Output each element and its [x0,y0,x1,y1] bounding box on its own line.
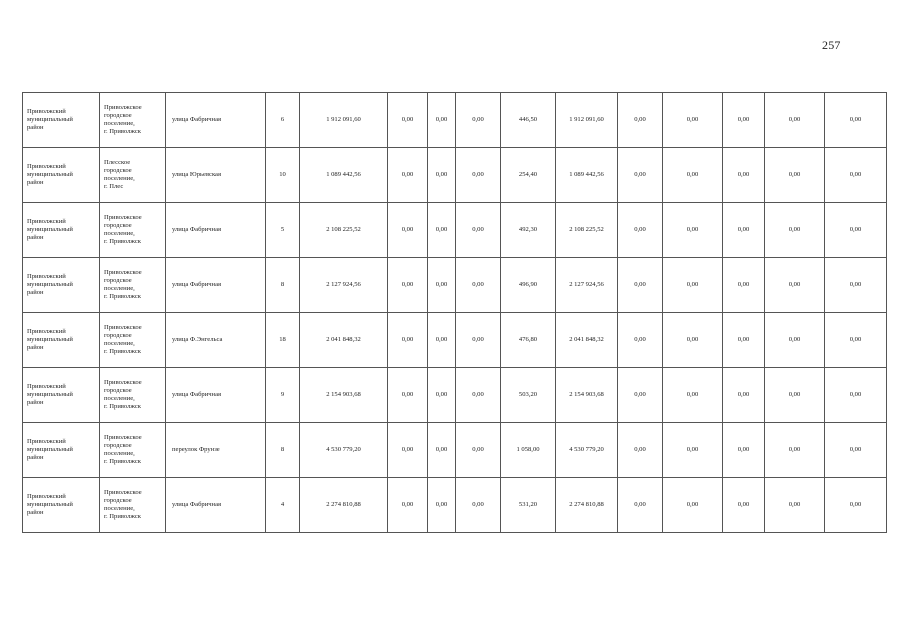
total-cost-cell: 2 274 810,88 [300,478,388,533]
street-cell: переулок Фрунзе [166,423,266,478]
value-cell: 0,00 [456,478,501,533]
district-cell: Приволжский муниципальный район [23,148,100,203]
house-number-cell: 5 [266,203,300,258]
value-cell: 0,00 [723,423,765,478]
cost-cell: 2 154 903,68 [556,368,618,423]
cost-cell: 2 041 848,32 [556,313,618,368]
value-cell: 0,00 [456,203,501,258]
value-cell: 0,00 [428,258,456,313]
total-cost-cell: 2 041 848,32 [300,313,388,368]
value-cell: 0,00 [663,478,723,533]
area-cell: 503,20 [501,368,556,423]
district-cell: Приволжский муниципальный район [23,258,100,313]
value-cell: 0,00 [663,313,723,368]
house-number-cell: 9 [266,368,300,423]
value-cell: 0,00 [388,93,428,148]
cost-cell: 1 912 091,60 [556,93,618,148]
settlement-cell: Приволжское городское поселение, г. Приволжск [100,258,166,313]
house-number-cell: 4 [266,478,300,533]
value-cell: 0,00 [765,313,825,368]
table-row [23,368,887,423]
value-cell: 0,00 [456,313,501,368]
total-cost-cell: 2 108 225,52 [300,203,388,258]
total-cost-cell: 2 154 903,68 [300,368,388,423]
value-cell: 0,00 [618,368,663,423]
value-cell: 0,00 [765,258,825,313]
table-row [23,258,887,313]
page-number: 257 [822,38,841,52]
district-cell: Приволжский муниципальный район [23,313,100,368]
table-row [23,478,887,533]
value-cell: 0,00 [618,148,663,203]
total-cost-cell: 2 127 924,56 [300,258,388,313]
value-cell: 0,00 [388,258,428,313]
value-cell: 0,00 [618,478,663,533]
cost-cell: 4 530 779,20 [556,423,618,478]
value-cell: 0,00 [723,313,765,368]
street-cell: улица Фабричная [166,258,266,313]
value-cell: 0,00 [825,423,887,478]
value-cell: 0,00 [618,203,663,258]
settlement-cell: Приволжское городское поселение, г. Приволжск [100,423,166,478]
value-cell: 0,00 [618,258,663,313]
value-cell: 0,00 [388,368,428,423]
value-cell: 0,00 [825,313,887,368]
value-cell: 0,00 [428,368,456,423]
area-cell: 446,50 [501,93,556,148]
district-cell: Приволжский муниципальный район [23,203,100,258]
table-row [23,203,887,258]
district-cell: Приволжский муниципальный район [23,478,100,533]
district-cell: Приволжский муниципальный район [23,93,100,148]
house-number-cell: 8 [266,258,300,313]
table-row [23,423,887,478]
value-cell: 0,00 [618,93,663,148]
area-cell: 492,30 [501,203,556,258]
value-cell: 0,00 [388,148,428,203]
value-cell: 0,00 [456,423,501,478]
value-cell: 0,00 [428,478,456,533]
settlement-cell: Приволжское городское поселение, г. Приволжск [100,368,166,423]
total-cost-cell: 4 530 779,20 [300,423,388,478]
area-cell: 531,20 [501,478,556,533]
value-cell: 0,00 [765,423,825,478]
street-cell: улица Фабричная [166,93,266,148]
table-row [23,313,887,368]
settlement-cell: Приволжское городское поселение, г. Приволжск [100,203,166,258]
value-cell: 0,00 [663,423,723,478]
value-cell: 0,00 [388,478,428,533]
street-cell: улица Фабричная [166,478,266,533]
value-cell: 0,00 [428,148,456,203]
street-cell: улица Юрьевская [166,148,266,203]
district-cell: Приволжский муниципальный район [23,423,100,478]
total-cost-cell: 1 089 442,56 [300,148,388,203]
value-cell: 0,00 [723,368,765,423]
table-row [23,93,887,148]
area-cell: 476,80 [501,313,556,368]
house-number-cell: 8 [266,423,300,478]
value-cell: 0,00 [388,203,428,258]
value-cell: 0,00 [456,93,501,148]
value-cell: 0,00 [428,93,456,148]
value-cell: 0,00 [765,148,825,203]
cost-cell: 2 274 810,88 [556,478,618,533]
value-cell: 0,00 [723,258,765,313]
value-cell: 0,00 [723,203,765,258]
value-cell: 0,00 [428,313,456,368]
area-cell: 254,40 [501,148,556,203]
value-cell: 0,00 [428,203,456,258]
cost-cell: 1 089 442,56 [556,148,618,203]
cost-cell: 2 127 924,56 [556,258,618,313]
value-cell: 0,00 [388,313,428,368]
value-cell: 0,00 [428,423,456,478]
street-cell: улица Фабричная [166,203,266,258]
street-cell: улица Фабричная [166,368,266,423]
house-number-cell: 10 [266,148,300,203]
value-cell: 0,00 [663,148,723,203]
value-cell: 0,00 [663,258,723,313]
street-cell: улица Ф.Энгельса [166,313,266,368]
value-cell: 0,00 [723,93,765,148]
area-cell: 496,90 [501,258,556,313]
value-cell: 0,00 [663,203,723,258]
value-cell: 0,00 [618,423,663,478]
district-cell: Приволжский муниципальный район [23,368,100,423]
value-cell: 0,00 [825,203,887,258]
value-cell: 0,00 [388,423,428,478]
house-number-cell: 6 [266,93,300,148]
settlement-cell: Приволжское городское поселение, г. Приволжск [100,93,166,148]
housing-register-table [22,92,887,533]
value-cell: 0,00 [663,368,723,423]
value-cell: 0,00 [765,93,825,148]
area-cell: 1 058,00 [501,423,556,478]
value-cell: 0,00 [456,148,501,203]
value-cell: 0,00 [825,148,887,203]
value-cell: 0,00 [765,478,825,533]
value-cell: 0,00 [825,93,887,148]
settlement-cell: Приволжское городское поселение, г. Приволжск [100,313,166,368]
table-row [23,148,887,203]
value-cell: 0,00 [618,313,663,368]
house-number-cell: 18 [266,313,300,368]
value-cell: 0,00 [765,203,825,258]
value-cell: 0,00 [825,368,887,423]
value-cell: 0,00 [456,258,501,313]
value-cell: 0,00 [723,478,765,533]
value-cell: 0,00 [456,368,501,423]
cost-cell: 2 108 225,52 [556,203,618,258]
value-cell: 0,00 [723,148,765,203]
value-cell: 0,00 [825,258,887,313]
total-cost-cell: 1 912 091,60 [300,93,388,148]
value-cell: 0,00 [825,478,887,533]
value-cell: 0,00 [663,93,723,148]
settlement-cell: Плесское городское поселение, г. Плес [100,148,166,203]
settlement-cell: Приволжское городское поселение, г. Приволжск [100,478,166,533]
value-cell: 0,00 [765,368,825,423]
